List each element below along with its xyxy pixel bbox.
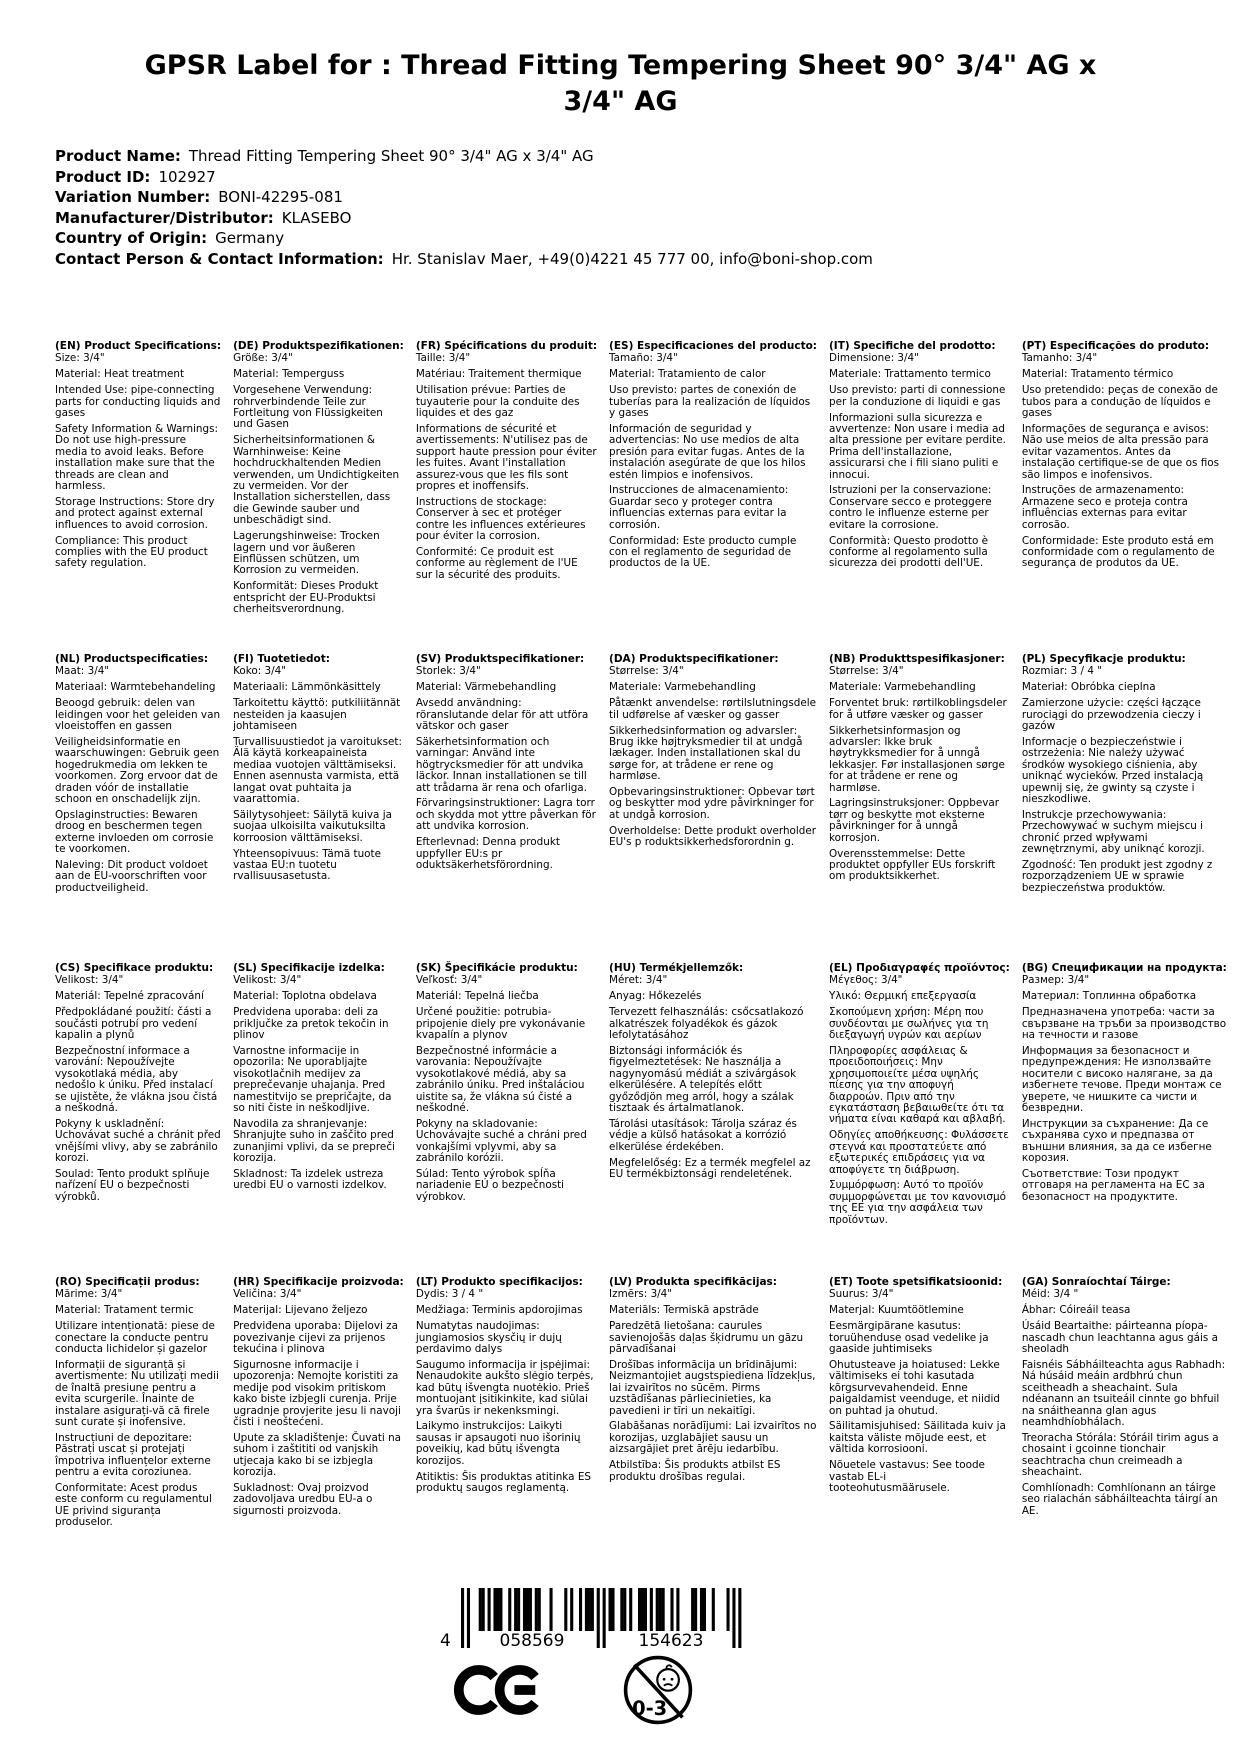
- spec-line: Megfelelőség: Ez a termék megfelel az EU termékbiztonsági rendeletének.: [609, 1156, 811, 1180]
- spec-line: Navodila za shranjevanje: Shranjujte suho in zaščito pred zunanjimi vplivi, da se prepreči korozija.: [233, 1117, 395, 1165]
- spec-line: Určené použitie: potrubia-pripojenie diely pre vykonávanie kvapalín a plynov: [415, 1006, 586, 1042]
- spec-line: Predviđena uporaba: Dijelovi za povezivanje cijevi za prijenos tekućina i plinova: [233, 1320, 398, 1356]
- spec-line: Ábhar: Cóireáil teasa: [1021, 1304, 1131, 1317]
- spec-line: Intended Use: pipe-connecting parts for conducting liquids and gases: [55, 384, 221, 420]
- spec-line: Zgodność: Ten produkt jest zgodny z rozporządzeniem UE w sprawie bezpieczeństwa produktów.: [1021, 859, 1213, 894]
- spec-line: Materjal: Kuumtöötlemine: [829, 1304, 964, 1317]
- barcode-first-digit: 4: [440, 1631, 451, 1651]
- spec-line: Инструкции за съхранение: Да се съхранява сухо и предпазва от външни влияния, за да се избегне корозия.: [1021, 1117, 1212, 1165]
- spec-block-nb: [829, 654, 1010, 963]
- spec-line: Säilitamisjuhised: Säilitada kuiv ja kaitsta väliste mõjude eest, et vältida korrosiooni.: [829, 1420, 1006, 1456]
- spec-line: Opbevaringsinstruktioner: Opbevar tørt og beskytter mod ydre påvirkninger for at undgå korrosion.: [609, 786, 815, 821]
- spec-block-title: (LT) Produkto specifikacijos:: [415, 1276, 583, 1288]
- spec-line: Conformidade: Este produto está em conformidade com o regulamento de segurança de produtos da UE.: [1021, 534, 1215, 570]
- spec-line: Tamaño: 3/4": [609, 352, 678, 365]
- age-restriction-label: 0-3: [632, 1697, 668, 1721]
- barcode-left-digits: 058569: [499, 1631, 565, 1651]
- spec-line: Konformität: Dieses Produkt entspricht der EU-Produktsi cherheitsverordnung.: [233, 580, 379, 616]
- spec-block-fr: [416, 341, 597, 654]
- spec-line: Säilytysohjeet: Säilytä kuiva ja suojaa ulkoisilta vaikutuksilta korroosion välttämiseksi.: [233, 808, 392, 844]
- spec-line: Storlek: 3/4": [415, 665, 481, 678]
- spec-line: Medžiaga: Terminis apdorojimas: [415, 1304, 583, 1317]
- spec-line: Maat: 3/4": [55, 665, 110, 678]
- spec-line: Laikymo instrukcijos: Laikyti sausas ir apsaugoti nuo išorinių poveikių, kad būtų išvengta korozijos.: [415, 1420, 581, 1467]
- spec-line: Soulad: Tento produkt splňuje nařízení EU o bezpečnosti výrobků.: [55, 1168, 210, 1203]
- spec-line: Informações de segurança e avisos: Não use meios de alta pressão para evitar vazamentos. Antes da instalação certifique-se de que os fios são limpos e inofensivos.: [1021, 422, 1220, 481]
- spec-line: Storage Instructions: Store dry and protect against external influences to avoid corrosion.: [55, 495, 215, 531]
- spec-line: Utilisation prévue: Parties de tuyauterie pour la conduite des liquides et des gaz: [415, 384, 580, 420]
- spec-line: Material: Heat treatment: [55, 368, 185, 381]
- spec-block-title: (FI) Tuotetiedot:: [233, 653, 330, 665]
- spec-block-title: (EL) Προδιαγραφές προϊόντος:: [829, 962, 1010, 974]
- spec-line: Opslaginstructies: Bewaren droog en beschermen tegen externe invloeden om corrosie te voorkomen.: [55, 808, 214, 856]
- product-info-row: [55, 228, 1201, 249]
- spec-line: Instruções de armazenamento: Armazene seco e proteja contra influências externas para evitar corrosão.: [1021, 484, 1188, 531]
- spec-block-lt: [416, 1277, 597, 1529]
- spec-block-sv: [416, 654, 597, 963]
- spec-line: Material: Tratamiento de calor: [609, 368, 766, 381]
- spec-block-it: [829, 341, 1010, 654]
- spec-line: Skladnost: Ta izdelek ustreza uredbi EU o varnosti izdelkov.: [233, 1168, 387, 1192]
- spec-block-title: (SV) Produktspecifikationer:: [415, 653, 585, 665]
- spec-line: Sigurnosne informacije i upozorenja: Nemojte koristiti za medije pod visokim pritiskom kako biste izbjegli curenja. Prije ugradnje provjerite jesu li navoji čisti i neoštećeni.: [233, 1358, 401, 1428]
- spec-block-en: [55, 341, 221, 654]
- spec-line: Tarkoitettu käyttö: putkiliitännät nesteiden ja kaasujen johtamiseen: [233, 697, 401, 733]
- spec-block-pt: [1022, 341, 1227, 654]
- spec-line: Størrelse: 3/4": [829, 665, 904, 678]
- spec-line: Υλικό: Θερμική επεξεργασία: [829, 990, 977, 1003]
- spec-line: Biztonsági információk és figyelmeztetések: Ne használja a nagynyomású médiát a szivárgások elkerülésére. A telepítés előtt győződjön meg arról, hogy a szálak tisztaak és ártalmatlanok.: [609, 1044, 797, 1114]
- spec-block-de: [233, 341, 404, 654]
- info-value: Hr. Stanislav Maer, +49(0)4221 45 777 00, info@boni-shop.com: [391, 249, 873, 268]
- spec-line: Veličina: 3/4": [233, 1288, 302, 1301]
- spec-line: Mărime: 3/4": [55, 1288, 123, 1301]
- spec-line: Bezpečnostné informácie a varovania: Nepoužívajte vysokotlakové médiá, aby sa zabránilo úniku. Pred inštaláciou uistite sa, že vlákna sú čisté a neškodné.: [415, 1044, 585, 1114]
- spec-line: Μέγεθος: 3/4": [829, 974, 903, 987]
- spec-line: Instrucciones de almacenamiento: Guardar seco y proteger contra influencias externas para evitar la corrosión.: [609, 484, 789, 531]
- spec-line: Anyag: Hőkezelés: [609, 990, 702, 1003]
- spec-line: Instrucțiuni de depozitare: Păstrați uscat și protejați împotriva influențelor externe pentru a evita coroziunea.: [55, 1431, 211, 1479]
- spec-block-title: (RO) Specificații produs:: [55, 1276, 200, 1288]
- spec-line: Dydis: 3 / 4 ": [415, 1288, 484, 1301]
- spec-line: Velikost: 3/4": [233, 974, 302, 987]
- spec-line: Eesmärgipärane kasutus: toruühenduse osad vedelike ja gaaside juhtimiseks: [829, 1320, 989, 1356]
- spec-line: Size: 3/4": [55, 352, 105, 365]
- spec-block-pl: [1022, 654, 1227, 963]
- spec-line: Treoracha Stórála: Stóráil tirim agus a chosaint i gcoinne tionchair seachtracha chun creimeadh a sheachaint.: [1021, 1431, 1219, 1479]
- spec-block-title: (NL) Productspecificaties:: [55, 653, 209, 665]
- spec-line: Informazioni sulla sicurezza e avvertenze: Non usare i media ad alta pressione per evitare perdite. Prima dell'installazione, assicurarsi che i fili siano puliti e innocui.: [829, 411, 1006, 481]
- spec-line: Informacje o bezpieczeństwie i ostrzeżenia: Nie należy używać środków wysokiego ciśnienia, aby uniknąć wycieków. Przed instalacją upewnij się, że gwinty są czyste i nieszkodliwe.: [1021, 735, 1204, 805]
- product-info-row: [55, 249, 1201, 270]
- spec-line: Dimensione: 3/4": [829, 352, 919, 365]
- spec-line: Συμμόρφωση: Αυτό το προϊόν συμμορφώνεται με τον κανονισμό της ΕΕ για την ασφάλεια των προϊόντων.: [829, 1179, 1006, 1226]
- spec-line: Uso previsto: parti di connessione per la conduzione di liquidi e gas: [829, 384, 1006, 408]
- info-value: BONI-42295-081: [218, 188, 343, 206]
- spec-block-el: [829, 963, 1010, 1277]
- spec-block-hu: [609, 963, 817, 1277]
- spec-line: Materiál: Tepelné zpracování: [55, 990, 204, 1003]
- spec-block-title: (LV) Produkta specifikācijas:: [609, 1276, 778, 1288]
- spec-line: Materiale: Varmebehandling: [829, 681, 976, 694]
- spec-line: Materijal: Lijevano željezo: [233, 1304, 368, 1317]
- spec-block-et: [829, 1277, 1010, 1529]
- spec-line: Materiale: Trattamento termico: [829, 368, 991, 381]
- spec-block-bg: [1022, 963, 1227, 1277]
- spec-line: Méret: 3/4": [609, 974, 668, 987]
- spec-line: Turvallisuustiedot ja varoitukset: Älä käytä korkeapaineista mediaa vuotojen välttämiseksi. Ennen asennusta varmista, että langat ovat puhtaita ja vaarattomia.: [233, 735, 402, 805]
- spec-grid: [55, 340, 1227, 1529]
- spec-line: Velikost: 3/4": [55, 974, 124, 987]
- spec-block-title: (NB) Produkttspesifikasjoner:: [829, 653, 1005, 665]
- spec-line: Izmērs: 3/4": [609, 1288, 673, 1301]
- spec-line: Tárolási utasítások: Tárolja száraz és védje a külső hatásokat a korrózió elkerülése érdekében.: [609, 1117, 797, 1153]
- spec-block-title: (IT) Specifiche del prodotto:: [829, 340, 996, 352]
- spec-line: Påtænkt anvendelse: rørtilslutningsdele til udførelse af væsker og gasser: [609, 697, 817, 721]
- spec-block-title: (CS) Specifikace produktu:: [55, 962, 214, 974]
- spec-block-title: (PT) Especificações do produto:: [1021, 340, 1210, 352]
- spec-line: Tervezett felhasználás: csőcsatlakozó alkatrészek folyadékok és gázok lefolytatásához: [609, 1006, 804, 1042]
- spec-line: Πληροφορίες ασφάλειας & προειδοποιήσεις: Μην χρησιμοποιείτε μέσα υψηλής πίεσης για την αποφυγή διαρροών. Πριν από την εγκατάσταση βεβαιωθείτε ότι τα νήματα είναι καθαρά και αβλαβή.: [829, 1044, 1006, 1126]
- age-restriction-0-3-icon: [622, 1654, 694, 1726]
- spec-line: Informații de siguranță și avertismente: Nu utilizați medii de înaltă presiune pentru a evita scurgerile. Înainte de instalare asigurați-vă că firele sunt curate și inofensive.: [55, 1358, 219, 1428]
- spec-line: Conformité: Ce produit est conforme au règlement de l'UE sur la sécurité des produits.: [415, 546, 578, 581]
- spec-block-title: (ES) Especificaciones del producto:: [609, 340, 817, 352]
- spec-line: Größe: 3/4": [233, 352, 293, 365]
- spec-block-fi: [233, 654, 404, 963]
- spec-line: Tamanho: 3/4": [1021, 352, 1098, 365]
- info-label: Contact Person & Contact Information:: [55, 249, 384, 268]
- spec-line: Material: Värmebehandling: [415, 681, 557, 694]
- spec-block-title: (HR) Specifikacije proizvoda:: [233, 1276, 404, 1288]
- spec-line: Předpokládané použití: části a součásti potrubí pro vedení kapalin a plynů: [55, 1006, 212, 1042]
- spec-block-title: (PL) Specyfikacje produktu:: [1021, 653, 1186, 665]
- spec-line: Compliance: This product complies with the EU product safety regulation.: [55, 534, 208, 570]
- spec-line: Съответствие: Този продукт отговаря на регламента на ЕС за безопасност на продуктите.: [1021, 1168, 1205, 1203]
- spec-line: Safety Information & Warnings: Do not use high-pressure media to avoid leaks. Before installation make sure that the threads are clean and harmless.: [55, 422, 219, 492]
- info-value: Thread Fitting Tempering Sheet 90° 3/4" AG x 3/4" AG: [188, 147, 594, 165]
- spec-line: Σκοπούμενη χρήση: Μέρη που συνδέονται με σωλήνες για τη διεξαγωγή υγρών και αερίων: [829, 1006, 989, 1042]
- spec-line: Veiligheidsinformatie en waarschuwingen: Gebruik geen hogedrukmedia om lekken te voorkomen. Zorg ervoor dat de draden vóór de installatie schoon en onschadelijk zijn.: [55, 735, 220, 805]
- product-info-row: [55, 208, 1201, 229]
- spec-line: Naleving: Dit product voldoet aan de EU-voorschriften voor productveiligheid.: [55, 859, 208, 894]
- spec-block-title: (HU) Termékjellemzők:: [609, 962, 744, 974]
- spec-line: Forventet bruk: rørtilkoblingsdeler for å utføre væsker og gasser: [829, 697, 1007, 721]
- spec-line: Material: Toplotna obdelava: [233, 990, 377, 1003]
- spec-line: Zamierzone użycie: części łączące rurociągi do przewodzenia cieczy i gazów: [1021, 697, 1201, 733]
- spec-line: Förvaringsinstruktioner: Lagra torr och skydda mot yttre påverkan för att undvika korrosion.: [415, 797, 596, 833]
- spec-block-title: (DA) Produktspecifikationer:: [609, 653, 779, 665]
- spec-block-sl: [233, 963, 404, 1277]
- spec-line: Instrukcje przechowywania: Przechowywać w suchym miejscu i chronić przed wpływami zewnętrznymi, aby uniknąć korozji.: [1021, 808, 1205, 856]
- spec-line: Materiaali: Lämmönkäsittely: [233, 681, 381, 694]
- spec-line: Størrelse: 3/4": [609, 665, 684, 678]
- spec-line: Conformidad: Este producto cumple con el reglamento de seguridad de productos de la UE.: [609, 534, 797, 570]
- info-label: Variation Number:: [55, 188, 211, 206]
- spec-line: Vorgesehene Verwendung: rohrverbindende Teile zur Fortleitung von Flüssigkeiten und Gasen: [233, 384, 383, 431]
- spec-line: Sicherheitsinformationen & Warnhinweise: Keine hochdruckhaltenden Medien verwenden, um Undichtigkeiten zu vermeiden. Vor der Installation sicherstellen, dass die Gewinde sauber und unbeschädigt sind.: [233, 434, 400, 527]
- spec-block-nl: [55, 654, 221, 963]
- spec-line: Súlad: Tento výrobok spĺňa nariadenie EÚ o bezpečnosti výrobkov.: [415, 1168, 565, 1203]
- spec-block-da: [609, 654, 817, 963]
- info-label: Product ID:: [55, 167, 151, 186]
- spec-line: Paredzētā lietošana: caurules savienojošās daļas šķidrumu un gāzu pārvadīšanai: [609, 1320, 804, 1356]
- spec-line: Размер: 3/4": [1021, 974, 1090, 987]
- spec-line: Nõuetele vastavus: See toode vastab EL-i tooteohutusmäärusele.: [829, 1459, 985, 1494]
- barcode-right-digits: 154623: [638, 1631, 704, 1651]
- spec-line: Veľkosť: 3/4": [415, 974, 483, 987]
- spec-line: Materiál: Tepelná liečba: [415, 990, 539, 1003]
- spec-line: Avsedd användning: röranslutande delar för att utföra vätskor och gaser: [415, 697, 589, 733]
- spec-block-title: (ET) Toote spetsifikatsioonid:: [829, 1276, 1003, 1288]
- spec-line: Conformitate: Acest produs este conform cu regulamentul UE privind siguranța produselor.: [55, 1482, 212, 1529]
- page-title: GPSR Label for : Thread Fitting Tempering Sheet 90° 3/4" AG x 3/4" AG: [144, 50, 1097, 118]
- spec-line: Utilizare intenționată: piese de conectare la conducte pentru conducta lichidelor și gazelor: [55, 1320, 215, 1356]
- spec-line: Predvidena uporaba: deli za priključke za pretok tekočin in plinov: [233, 1006, 389, 1042]
- product-info-row: [55, 146, 1201, 167]
- spec-line: Bezpečnostní informace a varování: Nepoužívejte vysokotlaká média, aby nedošlo k úniku. Před instalací se ujistěte, že vlákna jsou čistá a neškodná.: [55, 1044, 218, 1114]
- spec-line: Materiał: Obróbka cieplna: [1021, 681, 1156, 694]
- spec-line: Materiale: Varmebehandling: [609, 681, 756, 694]
- info-label: Country of Origin:: [55, 229, 208, 247]
- spec-line: Información de seguridad y advertencias: No use medios de alta presión para evitar fugas. Antes de la instalación asegúrate de que los hilos estén limpios e inofensivos.: [609, 422, 806, 481]
- spec-line: Atitiktis: Šis produktas atitinka ES produktų saugos reglamentą.: [415, 1470, 591, 1494]
- spec-line: Material: Temperguss: [233, 368, 345, 381]
- spec-block-title: (SL) Specifikacije izdelka:: [233, 962, 385, 974]
- spec-line: Материал: Топлинна обработка: [1021, 990, 1197, 1003]
- spec-line: Istruzioni per la conservazione: Conservare secco e proteggere contro le influenze esterne per evitare la corrosione.: [829, 484, 992, 531]
- spec-line: Instructions de stockage: Conserver à sec et protéger contre les influences extérieures pour éviter la corrosion.: [415, 495, 586, 543]
- spec-line: Glabāšanas norādījumi: Lai izvairītos no korozijas, uzglabājiet sausu un aizsargājiet pret ārēju iedarbību.: [609, 1420, 817, 1456]
- spec-block-lv: [609, 1277, 817, 1529]
- product-info-row: [55, 167, 1201, 188]
- spec-line: Koko: 3/4": [233, 665, 287, 678]
- spec-line: Saugumo informacija ir įspėjimai: Nenaudokite aukšto slėgio terpės, kad būtų išvengta nuotėkio. Prieš montuojant įsitikinkite, kad siūlai yra švarūs ir nekenksmingi.: [415, 1358, 594, 1417]
- spec-block-title: (GA) Sonraíochtaí Táirge:: [1021, 1276, 1171, 1288]
- spec-line: Comhlíonadh: Comhlíonann an táirge seo rialachán sábháilteachta táirgí an AE.: [1021, 1482, 1218, 1517]
- spec-line: Materiāls: Termiskā apstrāde: [609, 1304, 759, 1317]
- ean13-barcode: [438, 1588, 746, 1652]
- spec-line: Materiaal: Warmtebehandeling: [55, 681, 216, 694]
- spec-line: Информация за безопасност и предупреждения: Не използвайте носители с високо налягане, за да избегнете течове. Преди монтаж се уверете, че нишките са чисти и безвредни.: [1021, 1044, 1222, 1114]
- spec-line: Sukladnost: Ovaj proizvod zadovoljava uredbu EU-a o sigurnosti proizvoda.: [233, 1482, 373, 1517]
- spec-line: Varnostne informacije in opozorila: Ne uporabljajte visokotlačnih medijev za preprečevanje uhajanja. Pred namestitvijo se prepričajte, da so niti čiste in neškodljive.: [233, 1044, 392, 1114]
- spec-line: Sikkerhedsinformation og advarsler: Brug ikke højtryksmedier til at undgå lækager. Inden installationen skal du sørge for, at trådene er rene og harmløse.: [609, 724, 803, 783]
- info-value: Germany: [215, 229, 285, 247]
- spec-block-ga: [1022, 1277, 1227, 1529]
- spec-line: Drošības informācija un brīdinājumi: Neizmantojiet augstspiediena līdzekļus, lai izvairītos no sūcēm. Pirms uzstādīšanas pārliecinieties, ka pavedieni ir tīri un nekaitīgi.: [609, 1358, 816, 1417]
- spec-block-hr: [233, 1277, 404, 1529]
- info-label: Product Name:: [55, 147, 181, 165]
- spec-line: Uso previsto: partes de conexión de tuberías para la realización de líquidos y gases: [609, 384, 811, 420]
- spec-line: Informations de sécurité et avertissements: N'utilisez pas de support haute pression pour éviter les fuites. Avant l'installation assurez-vous que les fils sont propres et inoffensifs.: [415, 422, 597, 492]
- spec-block-title: (SK) Špecifikácie produktu:: [415, 962, 578, 974]
- spec-line: Rozmiar: 3 / 4 ": [1021, 665, 1103, 678]
- spec-line: Sikkerhetsinformasjon og advarsler: Ikke bruk høytrykksmedier for å unngå lekkasjer. Før installasjonen sørge for at trådene er rene og harmløse.: [829, 724, 1005, 794]
- spec-line: Faisnéis Sábháilteachta agus Rabhadh: Ná húsáid meáin ardbhrú chun sceitheadh a sheachaint. Sula ndéanann an tsuiteáil cinnte go bhfuil na snáitheanna glan agus neamhdhíobhálach.: [1021, 1358, 1226, 1428]
- spec-block-title: (BG) Спецификации на продукта:: [1021, 962, 1227, 974]
- spec-line: Numatytas naudojimas: jungiamosios skysčių ir dujų perdavimo dalys: [415, 1320, 562, 1356]
- spec-line: Material: Tratament termic: [55, 1304, 194, 1317]
- spec-line: Yhteensopivuus: Tämä tuote vastaa EU:n tuotetu rvallisuusasetusta.: [233, 847, 382, 883]
- spec-line: Οδηγίες αποθήκευσης: Φυλάσσετε στεγνά και προστατεύετε από εξωτερικές επιδράσεις για να αποφύγετε τη διάβρωση.: [829, 1129, 1009, 1176]
- spec-line: Ohutusteave ja hoiatused: Lekke vältimiseks ei tohi kasutada kõrgsurvevahendeid. Enne paigaldamist veenduge, et niidid on puhtad ja ohutud.: [829, 1358, 1000, 1417]
- label-marks-area: [438, 1588, 750, 1738]
- product-info-row: [55, 187, 1201, 208]
- spec-line: Úsáid Beartaithe: páirteanna píopa-nascadh chun leachtanna agus gáis a sheoladh: [1021, 1320, 1218, 1356]
- spec-line: Méid: 3/4 ": [1021, 1288, 1079, 1301]
- spec-line: Lagerungshinweise: Trocken lagern und vor äußeren Einflüssen schützen, um Korrosion zu vermeiden.: [233, 530, 380, 577]
- spec-line: Matériau: Traitement thermique: [415, 368, 582, 381]
- info-value: 102927: [158, 167, 216, 186]
- spec-block-title: (FR) Spécifications du produit:: [415, 340, 598, 352]
- spec-block-title: (DE) Produktspezifikationen:: [233, 340, 404, 352]
- spec-line: Atbilstība: Šis produkts atbilst ES produktu drošības regulai.: [609, 1459, 781, 1483]
- spec-line: Material: Tratamento térmico: [1021, 368, 1174, 381]
- spec-block-es: [609, 341, 817, 654]
- info-label: Manufacturer/Distributor:: [55, 208, 274, 227]
- spec-line: Beoogd gebruik: delen van leidingen voor het geleiden van vloeistoffen en gassen: [55, 697, 221, 733]
- info-value: KLASEBO: [281, 208, 352, 227]
- spec-line: Lagringsinstruksjoner: Oppbevar tørr og beskytte mot eksterne påvirkninger for å unngå korrosjon.: [829, 797, 1000, 844]
- spec-line: Overholdelse: Dette produkt overholder EU's p roduktsikkerhedsforordnin g.: [609, 824, 817, 849]
- spec-block-ro: [55, 1277, 221, 1529]
- spec-line: Suurus: 3/4": [829, 1288, 894, 1301]
- spec-line: Overensstemmelse: Dette produktet oppfyller EUs forskrift om produktsikkerhet.: [829, 847, 996, 883]
- spec-block-cs: [55, 963, 221, 1277]
- spec-block-sk: [416, 963, 597, 1277]
- spec-line: Pokyny k uskladnění: Uchovávat suché a chránit před vnějšími vlivy, aby se zabránilo korozi.: [55, 1117, 221, 1165]
- ce-mark-icon: [452, 1664, 545, 1716]
- spec-block-title: (EN) Product Specifications:: [55, 340, 222, 352]
- spec-line: Taille: 3/4": [415, 352, 471, 365]
- spec-line: Pokyny na skladovanie: Uchovávajte suché a chráni pred vonkajšími vplyvmi, aby sa zabránilo korózii.: [415, 1117, 587, 1165]
- spec-line: Uso pretendido: peças de conexão de tubos para a condução de líquidos e gases: [1021, 384, 1218, 420]
- product-info: [55, 146, 1201, 269]
- spec-line: Conformità: Questo prodotto è conforme al regolamento sulla sicurezza dei prodotti dell'UE.: [829, 534, 989, 570]
- spec-line: Efterlevnad: Denna produkt uppfyller EU:s pr oduktsäkerhetsförordning.: [415, 836, 560, 871]
- spec-line: Предназначена употреба: части за свързване на тръби за производство на течности и газове: [1021, 1006, 1227, 1042]
- spec-line: Säkerhetsinformation och varningar: Använd inte högtrycksmedier för att undvika läckor. Innan installationen se till att trådarna är rena och ofarliga.: [415, 735, 587, 794]
- spec-line: Upute za skladištenje: Čuvati na suhom i zaštititi od vanjskih utjecaja kako bi se izbjegla korozija.: [233, 1431, 402, 1479]
